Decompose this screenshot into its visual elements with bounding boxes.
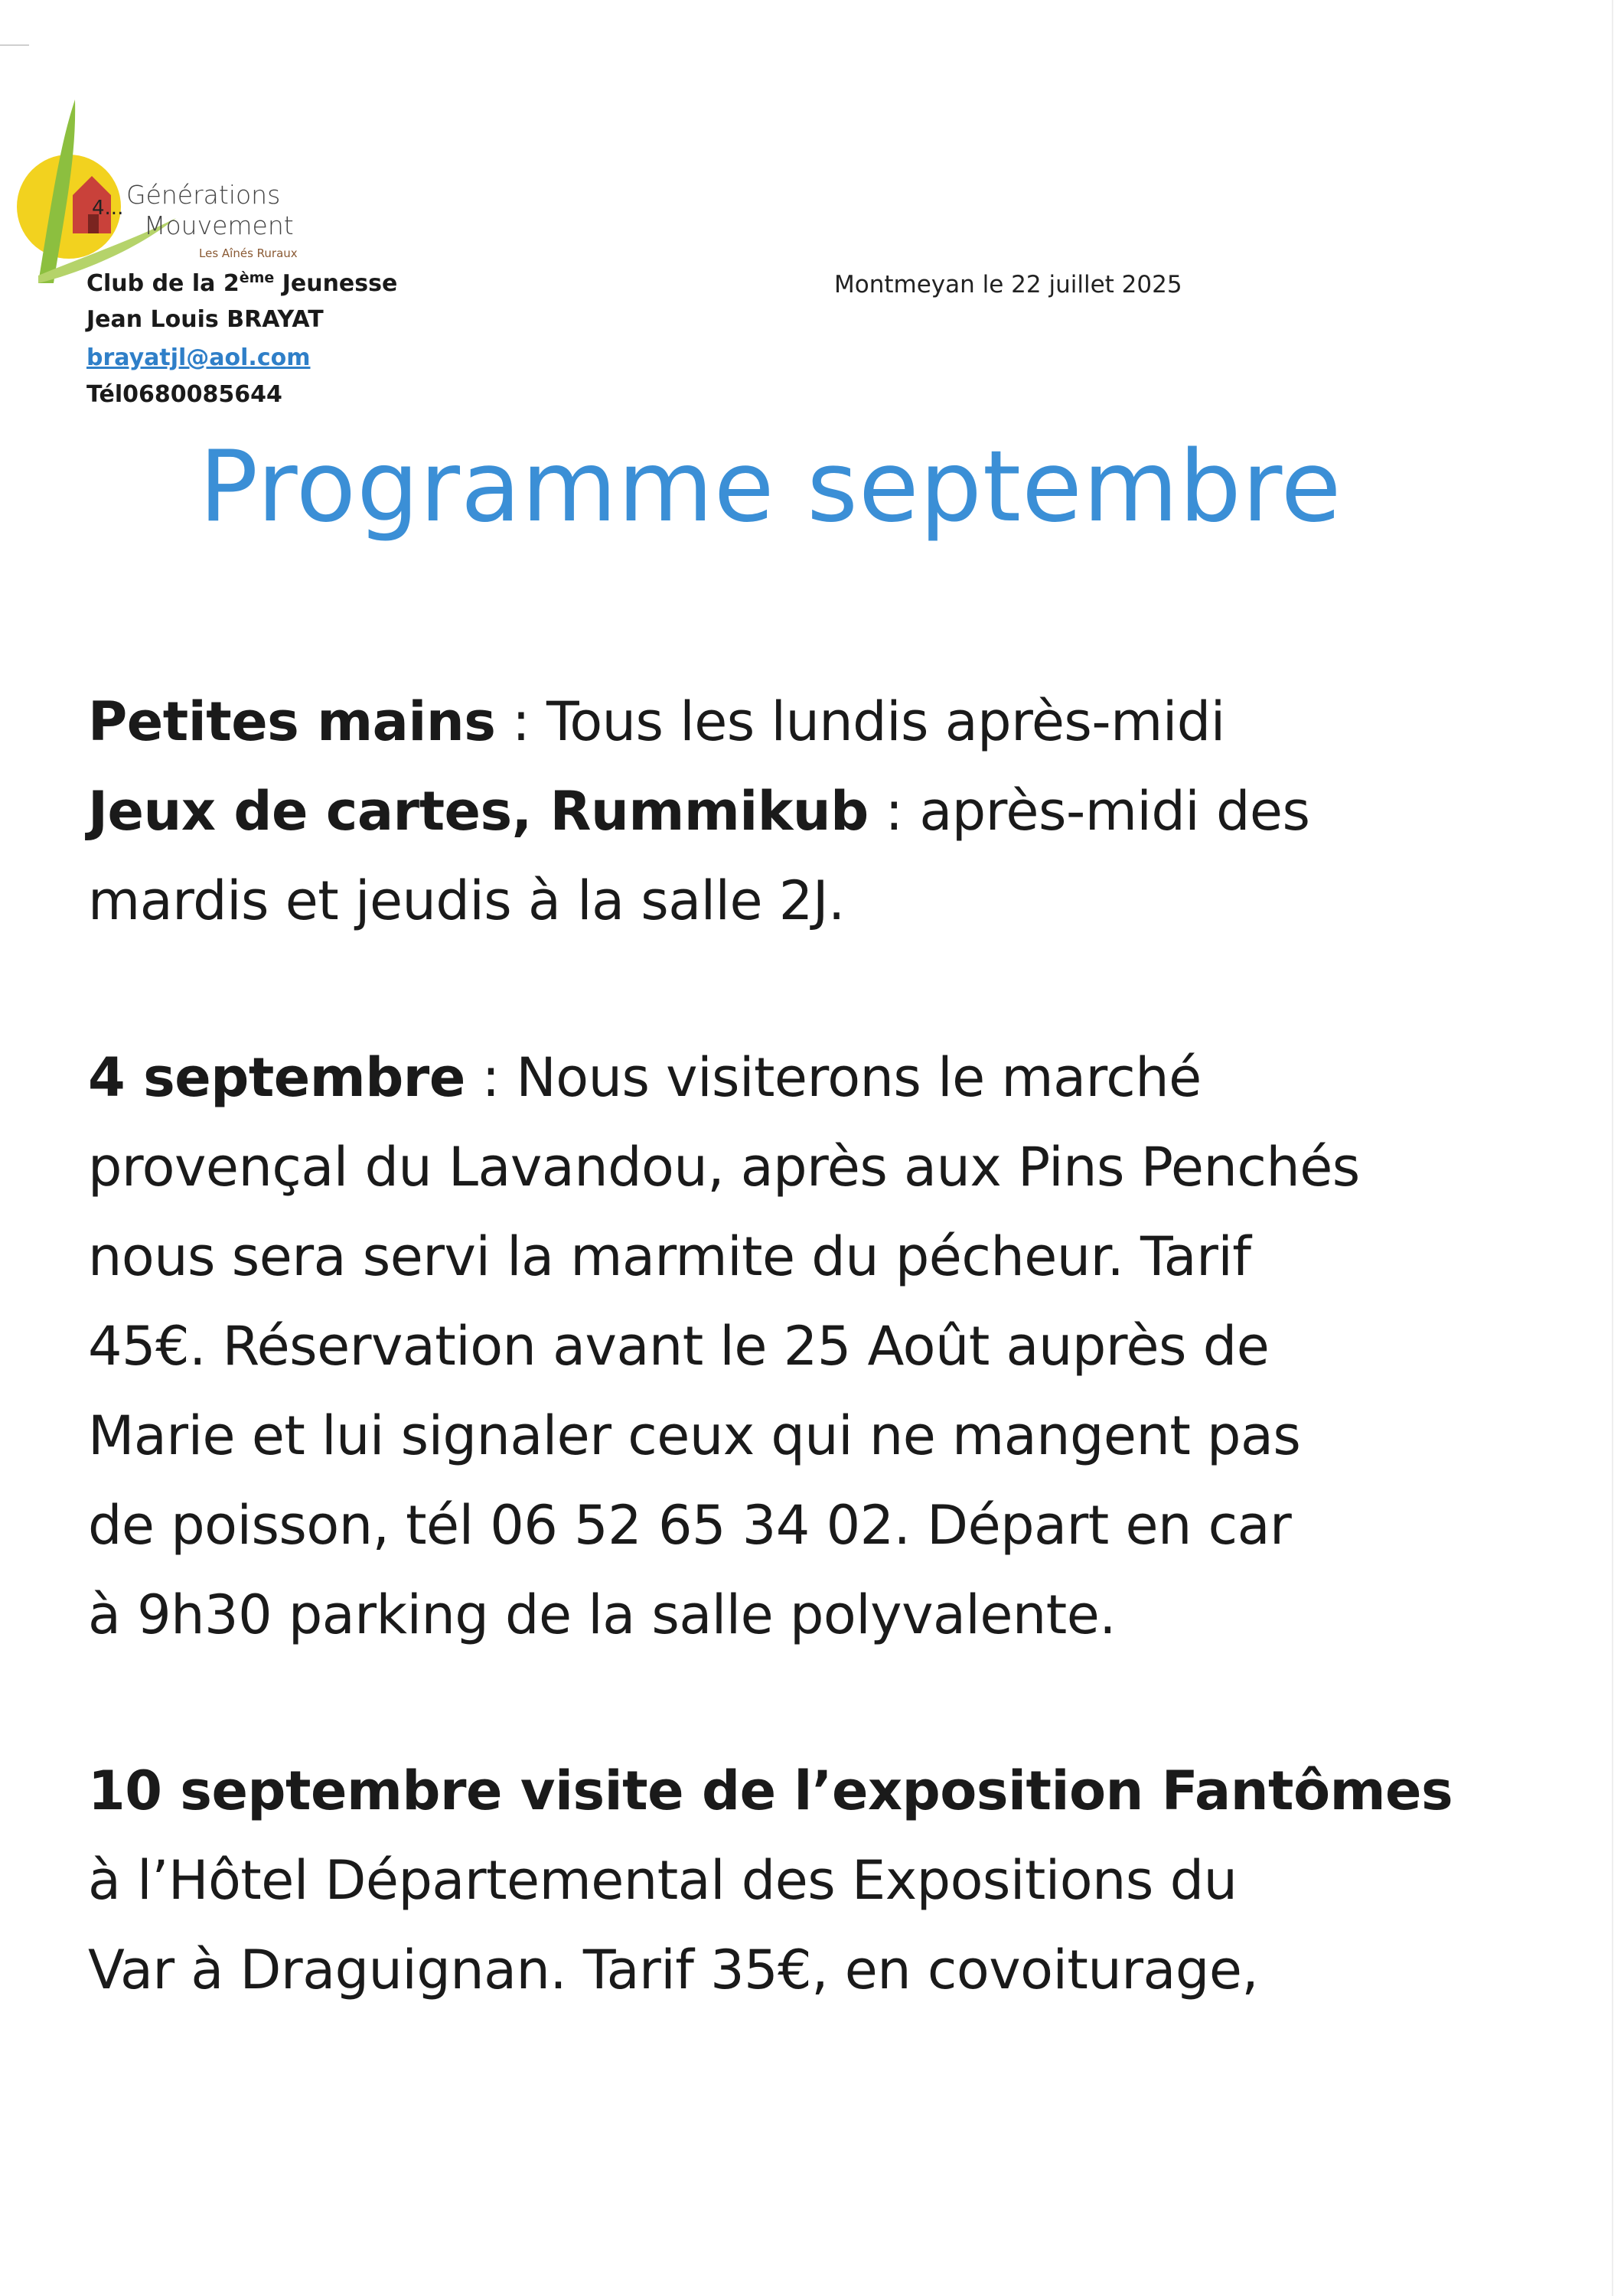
- text-line: mardis et jeudis à la salle 2J.: [88, 869, 845, 932]
- logo-tagline: Les Aînés Ruraux: [199, 246, 298, 260]
- logo-text-mouvement: Mouvement: [144, 210, 294, 240]
- text-line: à l’Hôtel Départemental des Expositions du: [88, 1849, 1238, 1912]
- generations-mouvement-logo: [8, 96, 329, 287]
- section-weekly-activities: [88, 677, 1542, 946]
- letter-date: Montmeyan le 22 juillet 2025: [834, 271, 1182, 298]
- page-title: Programme septembre: [199, 430, 1342, 544]
- club-name: Club de la 2ème Jeunesse: [86, 269, 398, 297]
- section-4-september: [88, 1033, 1542, 1660]
- section-10-september: [88, 1746, 1542, 2015]
- text-line: 10 septembre visite de l’exposition Fantômes: [88, 1760, 1453, 1822]
- text-line: nous sera servi la marmite du pécheur. Tarif: [88, 1225, 1251, 1288]
- contact-phone: Tél0680085644: [86, 381, 282, 408]
- text-line: de poisson, tél 06 52 65 34 02. Départ en car: [88, 1494, 1292, 1557]
- contact-name: Jean Louis BRAYAT: [86, 306, 324, 333]
- text-line: 4 septembre : Nous visiterons le marché: [88, 1046, 1202, 1109]
- text-line: Jeux de cartes, Rummikub : après-midi des: [88, 780, 1310, 843]
- text-line: Var à Draguignan. Tarif 35€, en covoiturage,: [88, 1939, 1259, 2001]
- scan-edge-mark: [0, 44, 29, 46]
- logo-text-generations: Générations: [126, 180, 281, 210]
- text-line: provençal du Lavandou, après aux Pins Penchés: [88, 1136, 1360, 1199]
- contact-email-link[interactable]: brayatjl@aol.com: [86, 344, 311, 371]
- text-line: Petites mains : Tous les lundis après-midi: [88, 690, 1225, 753]
- text-line: 45€. Réservation avant le 25 Août auprès de: [88, 1315, 1270, 1378]
- scan-edge-right: [1612, 0, 1613, 2296]
- text-line: à 9h30 parking de la salle polyvalente.: [88, 1583, 1117, 1646]
- text-line: Marie et lui signaler ceux qui ne mangent pas: [88, 1404, 1301, 1467]
- logo-prefix: 4...: [92, 197, 124, 220]
